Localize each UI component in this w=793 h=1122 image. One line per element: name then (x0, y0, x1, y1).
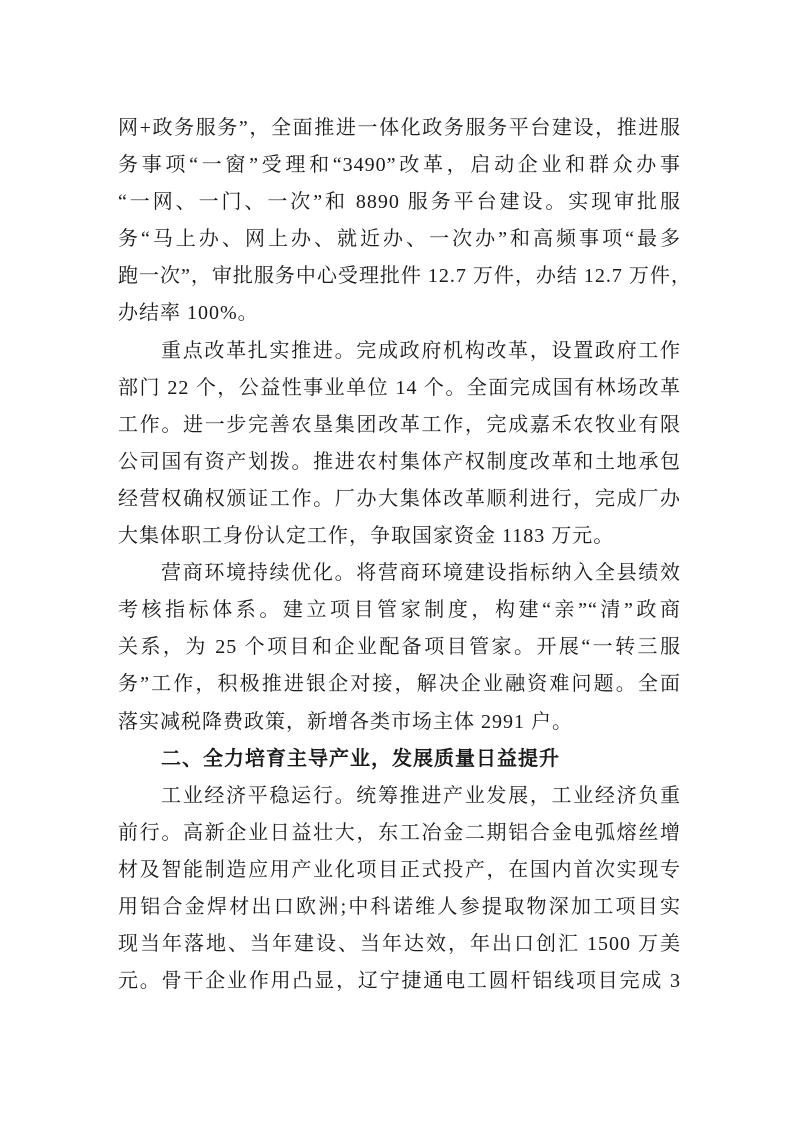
text-line: 材及智能制造应用产业化项目正式投产，在国内首次实现专 (118, 858, 681, 881)
text-line: 元。骨干企业作用凸显，辽宁捷通电工圆杆铝线项目完成 3 (118, 970, 681, 993)
text-line: 落实减税降费政策，新增各类市场主体 2991 户。 (118, 710, 573, 733)
text-line: “一网、一门、一次”和 8890 服务平台建设。实现审批服 (118, 191, 681, 214)
text-line: 跑一次”，审批服务中心受理批件 12.7 万件，办结 12.7 万件， (118, 265, 692, 288)
text-line: 大集体职工身份认定工作，争取国家资金 1183 万元。 (118, 525, 615, 548)
text-line: 部门 22 个，公益性事业单位 14 个。全面完成国有林场改革 (118, 376, 681, 399)
section-heading (118, 741, 681, 778)
text-line: 务“马上办、网上办、就近办、一次办”和高频事项“最多 (118, 228, 681, 251)
text-line: 工业经济平稳运行。统筹推进产业发展，工业经济负重 (161, 784, 681, 807)
text-line: 前行。高新企业日益壮大，东工冶金二期铝合金电弧熔丝增 (118, 821, 681, 844)
paragraph (118, 333, 681, 556)
text-line: 公司国有资产划拨。推进农村集体产权制度改革和土地承包 (118, 450, 681, 473)
text-line: 关系，为 25 个项目和企业配备项目管家。开展“一转三服 (118, 636, 681, 659)
text-line: 经营权确权颁证工作。厂办大集体改革顺利进行，完成厂办 (118, 487, 681, 510)
text-line: 用铝合金焊材出口欧洲;中科诺维人参提取物深加工项目实 (118, 895, 681, 918)
paragraph (118, 555, 681, 740)
paragraph (118, 778, 681, 1001)
text-line: 办结率 100%。 (118, 302, 259, 325)
text-line: 工作。进一步完善农垦集团改革工作，完成嘉禾农牧业有限 (118, 413, 681, 436)
text-line: 考核指标体系。建立项目管家制度，构建“亲”“清”政商 (118, 599, 681, 622)
text-line: 务”工作，积极推进银企对接，解决企业融资难问题。全面 (118, 673, 681, 696)
text-line: 务事项“一窗”受理和“3490”改革，启动企业和群众办事 (118, 154, 681, 177)
text-line: 网+政务服务”，全面推进一体化政务服务平台建设，推进服 (118, 117, 681, 139)
text-line: 营商环境持续优化。将营商环境建设指标纳入全县绩效 (161, 562, 681, 585)
paragraph (118, 110, 692, 333)
text-line: 现当年落地、当年建设、当年达效，年出口创汇 1500 万美 (118, 933, 681, 956)
document-page (118, 110, 692, 1000)
text-line: 重点改革扎实推进。完成政府机构改革，设置政府工作 (161, 339, 681, 362)
text-line: 二、全力培育主导产业，发展质量日益提升 (161, 747, 560, 770)
